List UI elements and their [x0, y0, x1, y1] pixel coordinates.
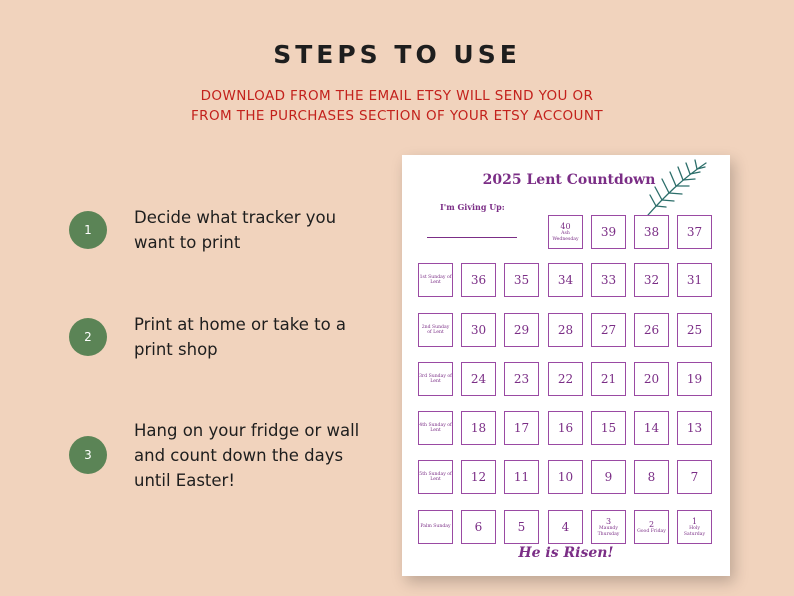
- countdown-cell: [634, 460, 669, 494]
- step-number-badge: 3: [69, 436, 107, 474]
- countdown-number: 27: [600, 322, 617, 337]
- countdown-number: 28: [557, 322, 574, 337]
- step-text: Print at home or take to a print shop: [134, 315, 347, 359]
- step-3: [69, 418, 379, 508]
- step-2: [69, 312, 379, 402]
- countdown-number: 12: [470, 469, 487, 484]
- countdown-cell: [504, 263, 539, 297]
- countdown-cell: [418, 460, 453, 494]
- countdown-number: 5: [517, 519, 526, 534]
- countdown-cell: [591, 460, 626, 494]
- countdown-cell: [418, 362, 453, 396]
- countdown-number: 39: [600, 224, 617, 239]
- countdown-number: 34: [557, 272, 574, 287]
- countdown-day-label: 5th Sunday of Lent: [419, 471, 452, 482]
- countdown-number: 4: [561, 519, 570, 534]
- countdown-cell: [418, 263, 453, 297]
- countdown-number: 36: [470, 272, 487, 287]
- countdown-number: 6: [474, 519, 483, 534]
- countdown-number: 37: [686, 224, 703, 239]
- countdown-cell: [634, 313, 669, 347]
- countdown-number: 13: [686, 420, 703, 435]
- subtitle-line-1: DOWNLOAD FROM THE EMAIL ETSY WILL SEND YOU OR: [200, 88, 594, 104]
- countdown-number: 2: [648, 519, 655, 529]
- countdown-number: 38: [643, 224, 660, 239]
- step-text: Hang on your fridge or wall and count down the days until Easter!: [134, 421, 360, 490]
- countdown-day-label: Maundy Thursday: [597, 526, 620, 537]
- countdown-cell: [548, 215, 583, 249]
- countdown-cell: [634, 510, 669, 544]
- countdown-day-label: 4th Sunday of Lent: [419, 422, 452, 433]
- countdown-cell: [591, 362, 626, 396]
- step-number-badge: 1: [69, 211, 107, 249]
- countdown-cell: [548, 411, 583, 445]
- countdown-cell: [677, 411, 712, 445]
- countdown-cell: [461, 313, 496, 347]
- countdown-cell: [461, 460, 496, 494]
- giving-up-label: I'm Giving Up:: [440, 202, 505, 212]
- countdown-number: 11: [513, 469, 530, 484]
- countdown-number: 30: [470, 322, 487, 337]
- countdown-number: 1: [691, 517, 698, 527]
- instructions-subtitle: [0, 86, 794, 126]
- step-number-badge: 2: [69, 318, 107, 356]
- countdown-day-label: Good Friday: [637, 528, 666, 534]
- countdown-number: 20: [643, 371, 660, 386]
- countdown-cell: [677, 510, 712, 544]
- countdown-cell: [591, 510, 626, 544]
- countdown-cell: [677, 362, 712, 396]
- countdown-cell: [461, 411, 496, 445]
- countdown-cell: [634, 263, 669, 297]
- countdown-cell: [461, 510, 496, 544]
- page-title: STEPS TO USE: [273, 40, 521, 69]
- countdown-cell: [504, 510, 539, 544]
- countdown-number: 29: [513, 322, 530, 337]
- countdown-number: 3: [605, 517, 612, 527]
- countdown-number: 17: [513, 420, 530, 435]
- countdown-number: 15: [600, 420, 617, 435]
- countdown-cell: [634, 411, 669, 445]
- countdown-day-label: 1st Sunday of Lent: [419, 274, 452, 285]
- step-1: [69, 205, 379, 295]
- countdown-cell: [634, 362, 669, 396]
- countdown-cell: [418, 510, 453, 544]
- countdown-number: 23: [513, 371, 530, 386]
- countdown-cell: [461, 362, 496, 396]
- countdown-day-label: 3rd Sunday of Lent: [419, 373, 452, 384]
- countdown-number: 26: [643, 322, 660, 337]
- countdown-day-label: Palm Sunday: [420, 524, 451, 530]
- subtitle-line-2: FROM THE PURCHASES SECTION OF YOUR ETSY ACCOUNT: [191, 108, 603, 124]
- countdown-cell: [504, 411, 539, 445]
- countdown-number: 16: [557, 420, 574, 435]
- countdown-number: 19: [686, 371, 703, 386]
- countdown-number: 18: [470, 420, 487, 435]
- countdown-cell: [591, 215, 626, 249]
- countdown-cell: [591, 263, 626, 297]
- countdown-day-label: 2nd Sunday of Lent: [421, 324, 450, 335]
- countdown-cell: [504, 460, 539, 494]
- countdown-number: 8: [647, 469, 656, 484]
- countdown-cell: [548, 263, 583, 297]
- step-text: Decide what tracker you want to print: [134, 208, 337, 252]
- countdown-cell: [548, 510, 583, 544]
- countdown-number: 33: [600, 272, 617, 287]
- countdown-cell: [418, 411, 453, 445]
- countdown-number: 7: [690, 469, 699, 484]
- countdown-number: 40: [560, 222, 571, 232]
- countdown-number: 24: [470, 371, 487, 386]
- countdown-cell: [418, 313, 453, 347]
- countdown-number: 10: [557, 469, 574, 484]
- countdown-number: 32: [643, 272, 660, 287]
- giving-up-line: [427, 237, 517, 238]
- countdown-cell: [677, 215, 712, 249]
- countdown-number: 31: [686, 272, 703, 287]
- countdown-cell: [591, 313, 626, 347]
- countdown-cell: [634, 215, 669, 249]
- he-is-risen-footer: He is Risen!: [518, 545, 614, 561]
- countdown-cell: [677, 313, 712, 347]
- countdown-number: 22: [557, 371, 574, 386]
- tracker-title: 2025 Lent Countdown: [482, 172, 656, 188]
- palm-leaf-icon: [642, 157, 712, 219]
- countdown-cell: [591, 411, 626, 445]
- countdown-day-label: Ash Wednesday: [552, 231, 579, 242]
- countdown-cell: [548, 362, 583, 396]
- countdown-cell: [548, 460, 583, 494]
- countdown-number: 9: [604, 469, 613, 484]
- countdown-number: 35: [513, 272, 530, 287]
- countdown-cell: [461, 263, 496, 297]
- countdown-cell: [504, 362, 539, 396]
- countdown-cell: [548, 313, 583, 347]
- countdown-day-label: Holy Saturday: [683, 526, 706, 537]
- countdown-number: 14: [643, 420, 660, 435]
- countdown-cell: [677, 263, 712, 297]
- countdown-cell: [677, 460, 712, 494]
- countdown-number: 21: [600, 371, 617, 386]
- lent-tracker-preview: [402, 155, 730, 576]
- countdown-number: 25: [686, 322, 703, 337]
- countdown-cell: [504, 313, 539, 347]
